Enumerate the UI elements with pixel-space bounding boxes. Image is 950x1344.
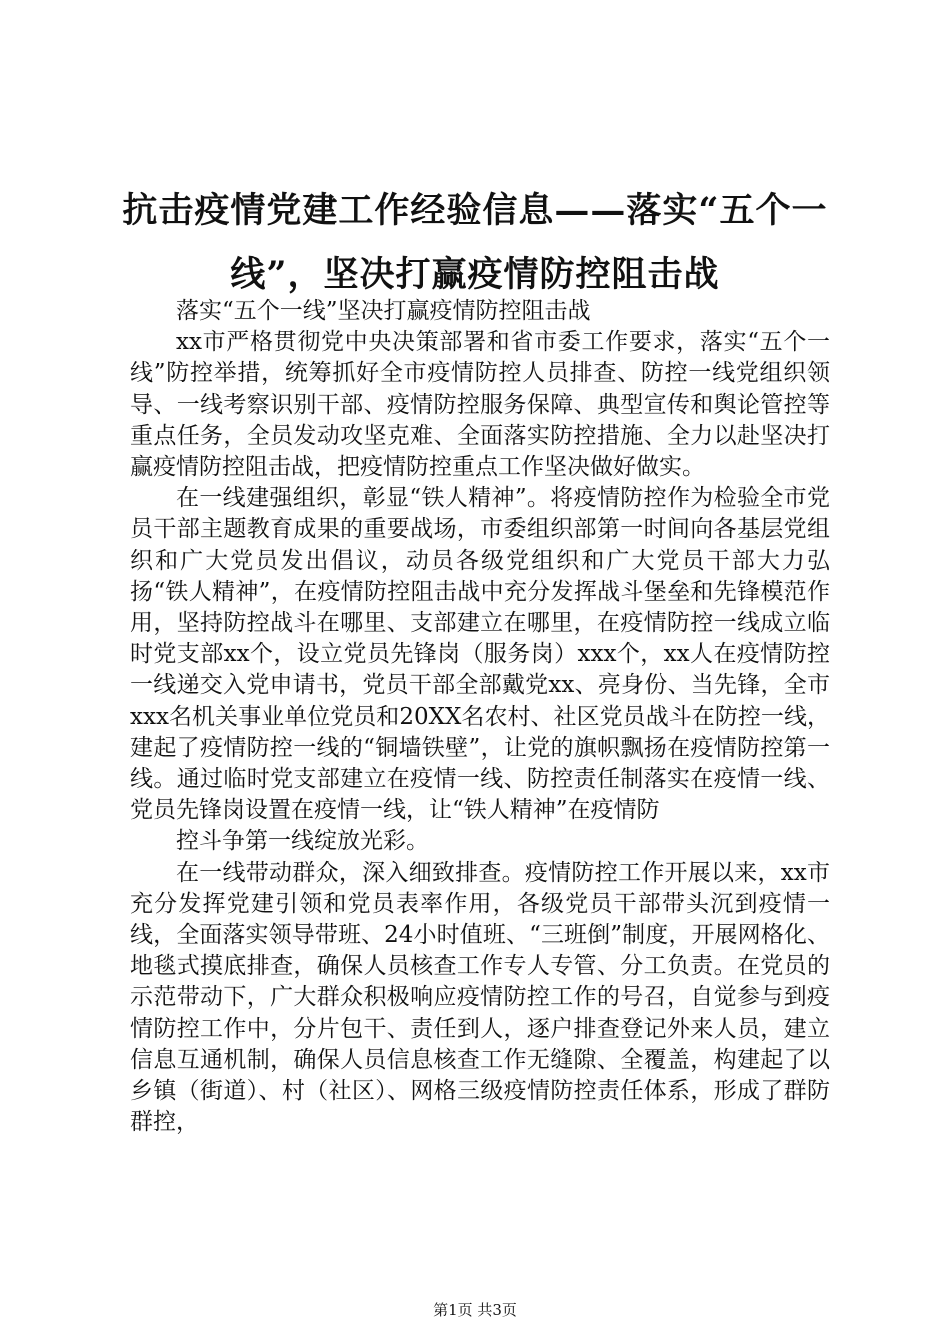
organization-paragraph: 在一线建强组织，彰显“铁人精神”。将疫情防控作为检验全市党员干部主题教育成果的重要战场，市委组织部第一时间向各基层党组织和广大党员发出倡议，动员各级党组织和广大党员干部大力弘扬“铁人精神”，在疫情防控阻击战中充分发挥战斗堡垒和先锋模范作用，坚持防控战斗在哪里、支部建立在哪里，在疫情防控一线成立临时党支部xx个，设立党员先锋岗（服务岗）xxx个，xx人在疫情防控一线递交入党申请书，党员干部全部戴党xx、亮身份、当先锋，全市xxx名机关事业单位党员和20XX名农村、社区党员战斗在防控一线，建起了疫情防控一线的“铜墙铁壁”，让党的旗帜飘扬在疫情防控第一线。通过临时党支部建立在疫情一线、防控责任制落实在疫情一线、党员先锋岗设置在疫情一线，让“铁人精神”在疫情防 — [130, 485, 830, 824]
masses-paragraph: 在一线带动群众，深入细致排查。疫情防控工作开展以来，xx市充分发挥党建引领和党员表率作用，各级党员干部带头沉到疫情一线，全面落实领导带班、24小时值班、“三班倒”制度，开展网格化、地毯式摸底排查，确保人员核查工作专人专管、分工负责。在党员的示范带动下，广大群众积极响应疫情防控工作的号召，自觉参与到疫情防控工作中，分片包干、责任到人，逐户排查登记外来人员，建立信息互通机制，确保人员信息核查工作无缝隙、全覆盖，构建起了以乡镇（街道）、村（社区）、网格三级疫情防控责任体系，形成了群防群控， — [130, 859, 830, 1136]
page-title: 抗击疫情党建工作经验信息——落实“五个一线”，坚决打赢疫情防控阻击战 — [122, 190, 828, 296]
organization-paragraph-continued: 控斗争第一线绽放光彩。 — [176, 828, 429, 855]
subtitle-paragraph: 落实“五个一线”坚决打赢疫情防控阻击战 — [176, 298, 591, 324]
page-footer: 第1页 共3页 — [433, 1301, 517, 1319]
intro-paragraph: xx市严格贯彻党中央决策部署和省市委工作要求，落实“五个一线”防控举措，统筹抓好全市疫情防控人员排查、防控一线党组织领导、一线考察识别干部、疫情防控服务保障、典型宣传和舆论管控等重点任务，全员发动攻坚克难、全面落实防控措施、全力以赴坚决打赢疫情防控阻击战，把疫情防控重点工作坚决做好做实。 — [130, 329, 830, 481]
document-body — [130, 296, 830, 1138]
